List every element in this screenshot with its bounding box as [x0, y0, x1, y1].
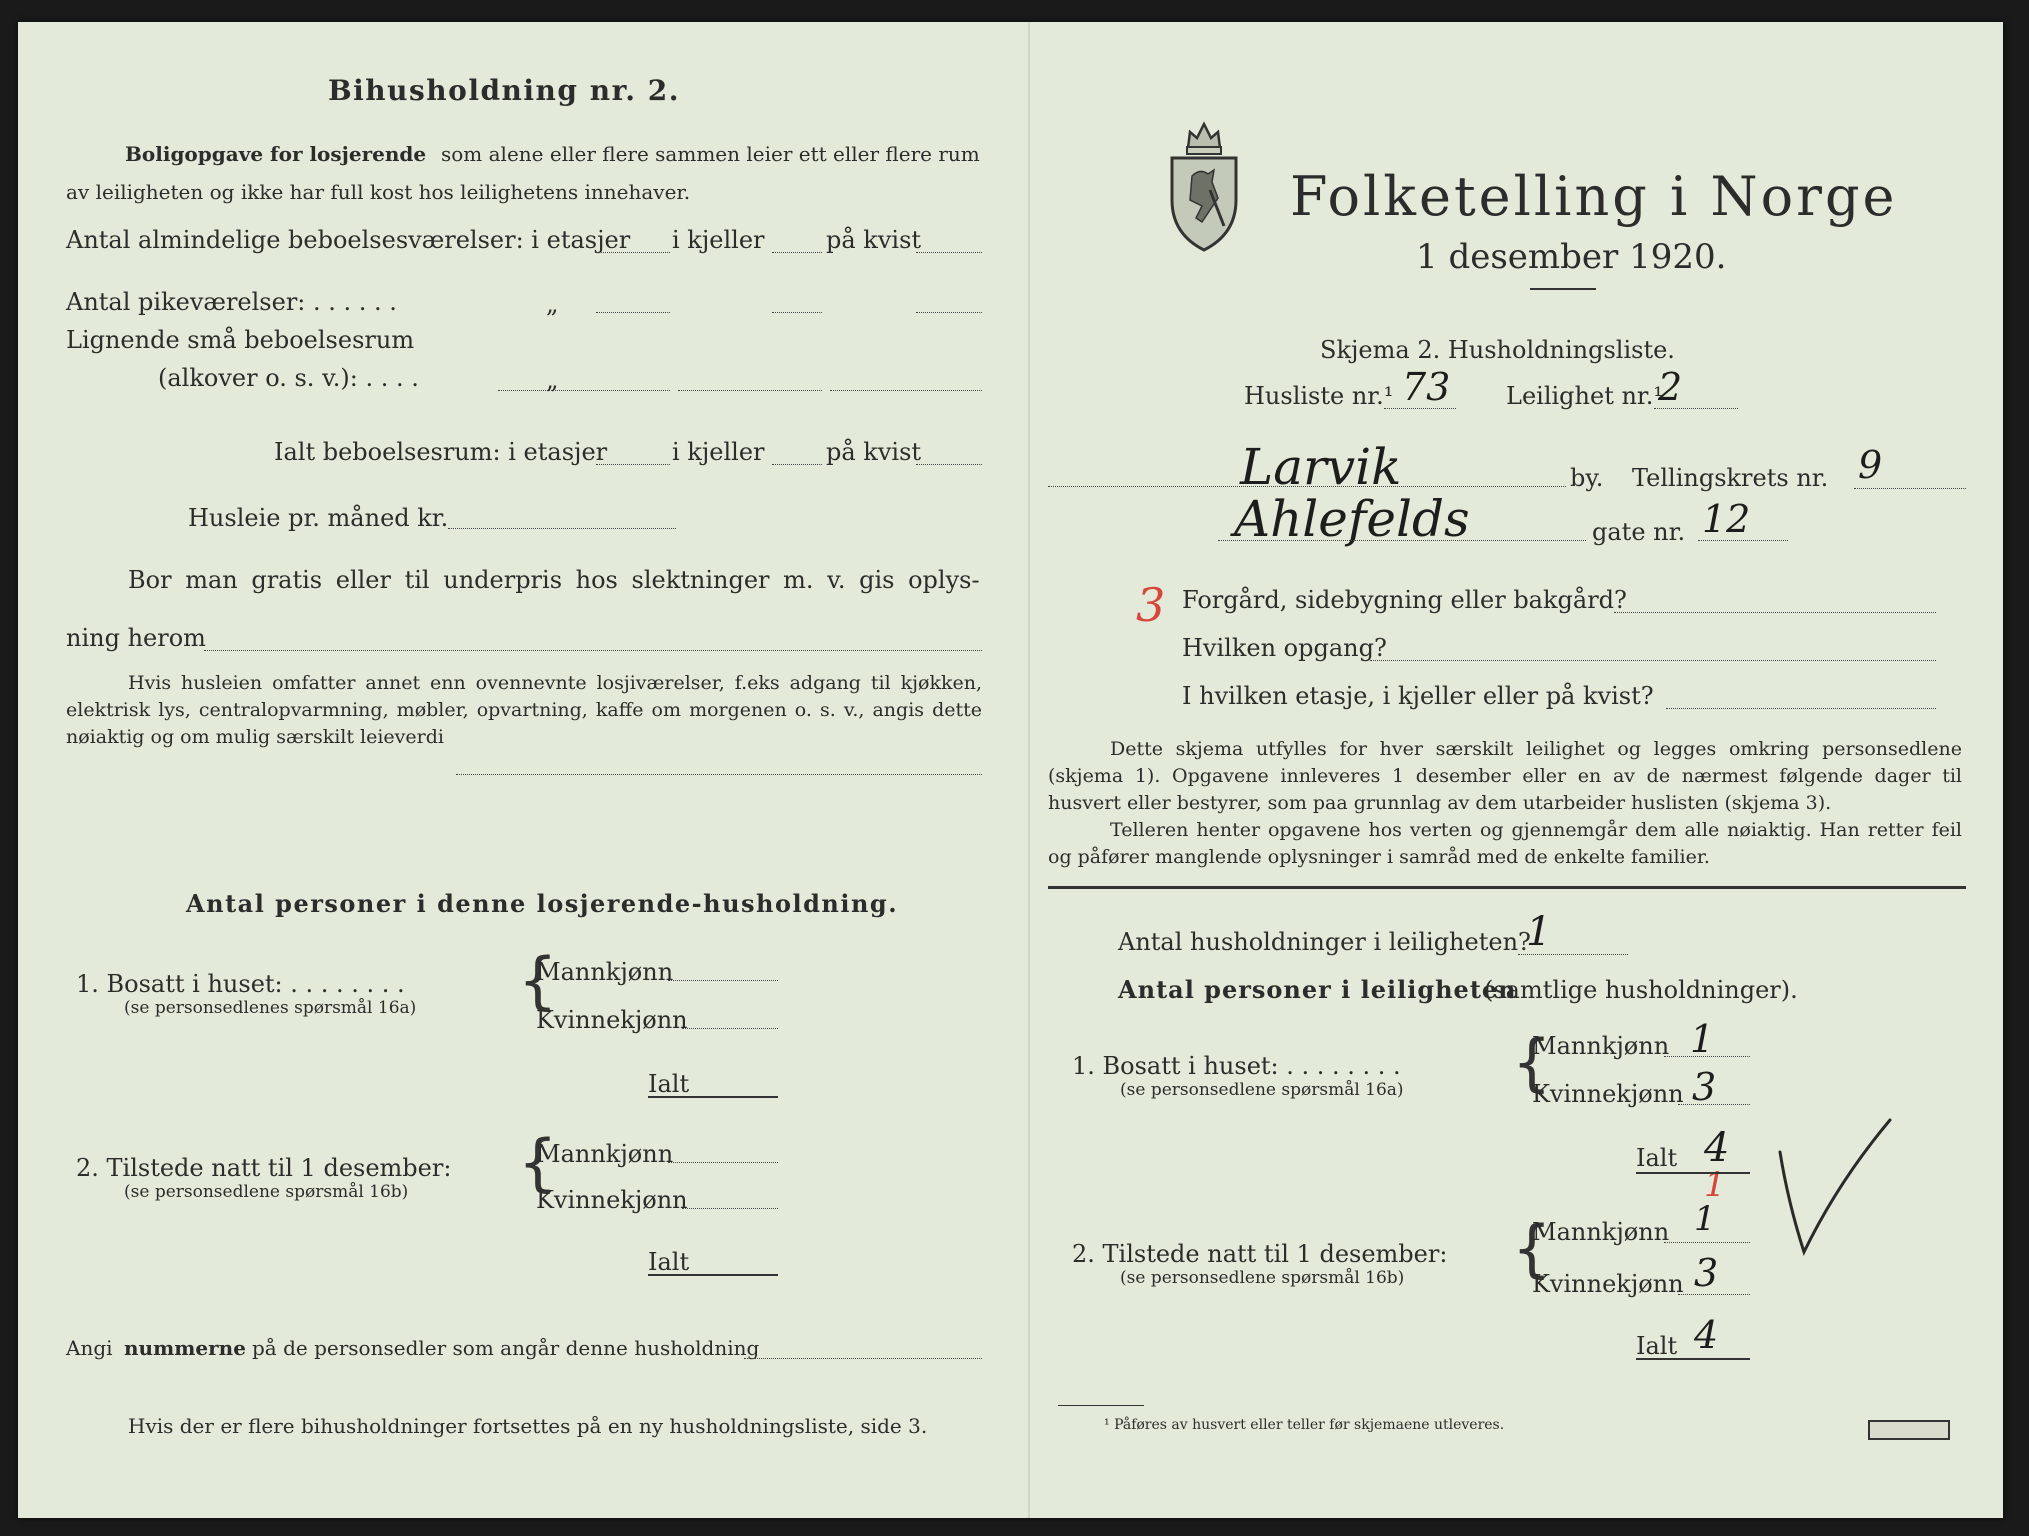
angi-rest: på de personsedler som angår denne husholdning — [252, 1336, 760, 1360]
right-q2-ialt-line — [1636, 1358, 1750, 1360]
kjeller-label: i kjeller — [672, 226, 765, 254]
census-date: 1 desember 1920. — [1416, 237, 1727, 277]
left-q2-kvinne-field — [682, 1208, 778, 1209]
instructions-para2: Telleren henter opgavene hos verten og gjennemgår dem alle nøiaktig. Han retter feil og påfører manglende oplysninger i samråd med de enkelte familier. — [1048, 819, 1962, 868]
right-q1-ialt-red-value: 1 — [1704, 1165, 1726, 1205]
gate-field — [1218, 540, 1586, 541]
angi-bold: nummerne — [124, 1336, 246, 1360]
mann-label: Mannkjønn — [536, 958, 674, 986]
ialt-rum-label: Ialt beboelsesrum: i etasjer — [274, 438, 608, 466]
left-q1-mann-field — [668, 980, 778, 981]
gate-label: gate nr. — [1592, 518, 1686, 546]
left-q1-sub: (se personsedlenes spørsmål 16a) — [124, 998, 417, 1018]
right-q1-label: 1. Bosatt i huset: . . . . . . . . — [1072, 1052, 1401, 1080]
gate-nr-field — [1698, 540, 1788, 541]
kvist-label: på kvist — [826, 226, 922, 254]
left-q1-label: 1. Bosatt i huset: . . . . . . . . — [76, 970, 405, 998]
section-rule — [1048, 886, 1966, 889]
husleie-field — [448, 528, 676, 529]
left-q1-ialt-line — [648, 1096, 778, 1098]
alkover-label: (alkover o. s. v.): . . . . — [158, 364, 419, 392]
mann-label: Mannkjønn — [1532, 1032, 1670, 1060]
right-q1-mann-field — [1664, 1056, 1750, 1057]
norway-coat-of-arms-icon — [1166, 114, 1242, 254]
pike-etasjer-field — [596, 312, 670, 313]
kvinne-label: Kvinnekjønn — [1532, 1080, 1684, 1108]
kvinne-label: Kvinnekjønn — [536, 1186, 688, 1214]
left-q1-brace: { — [518, 944, 558, 1017]
skjema-label: Skjema 2. Husholdningsliste. — [1320, 336, 1675, 364]
left-q2-label: 2. Tilstede natt til 1 desember: — [76, 1154, 452, 1182]
footnote: ¹ Påføres av husvert eller teller før skjemaene utleveres. — [1104, 1417, 1505, 1433]
opgang-question: Hvilken opgang? — [1182, 634, 1387, 662]
right-title: Folketelling i Norge — [1290, 165, 1898, 228]
right-q1-ialt-value: 4 — [1704, 1125, 1730, 1171]
left-q2-sub: (se personsedlene spørsmål 16b) — [124, 1182, 409, 1202]
angi-field — [744, 1358, 982, 1359]
gate-value: Ahlefelds — [1234, 490, 1470, 548]
right-q2-mann-value: 1 — [1694, 1199, 1716, 1239]
alkover-etasjer-field — [498, 390, 670, 391]
left-q2-ialt-line — [648, 1274, 778, 1276]
antal-hush-field — [1518, 954, 1628, 955]
etasje-field — [1666, 708, 1936, 709]
gratis-line1: Bor man gratis eller til underpris hos slektninger m. v. gis oplys- — [128, 566, 980, 594]
kvist-label: på kvist — [826, 438, 922, 466]
pike-kvist-field — [916, 312, 982, 313]
instructions-para1: Dette skjema utfylles for hver særskilt leilighet og legges omkring personsedlene (skjema 1). Opgavene innleveres 1 desember eller en av de nærmest følgende dager til husvert eller bestyrer, som paa grunnlag av dem utarbeider huslisten (skjema 3). — [1048, 738, 1962, 814]
kjeller-field — [772, 252, 822, 253]
krets-field — [1854, 488, 1966, 489]
right-q2-brace: { — [1512, 1212, 1552, 1285]
right-q1-kvinne-field — [1678, 1104, 1750, 1105]
krets-value: 9 — [1858, 443, 1883, 487]
right-q2-kvinne-value: 3 — [1694, 1251, 1719, 1295]
by-value: Larvik — [1240, 438, 1402, 496]
printer-stamp — [1868, 1420, 1950, 1440]
ialt-label: Ialt — [1636, 1144, 1678, 1172]
ialt-kjeller-field — [772, 464, 822, 465]
opgang-field — [1370, 660, 1936, 661]
left-title: Bihusholdning nr. 2. — [328, 74, 680, 107]
center-fold — [1028, 22, 1030, 1518]
intro-line2: av leiligheten og ikke har full kost hos leilighetens innehaver. — [66, 180, 691, 204]
husliste-field — [1384, 408, 1456, 409]
left-q2-mann-field — [668, 1162, 778, 1163]
mann-label: Mannkjønn — [536, 1140, 674, 1168]
left-q1-kvinne-field — [682, 1028, 778, 1029]
etasje-question: I hvilken etasje, i kjeller eller på kvist? — [1182, 682, 1654, 710]
antal-hush-value: 1 — [1526, 909, 1552, 955]
leilighet-field — [1654, 408, 1738, 409]
census-form-sheet — [18, 22, 2003, 1518]
gratis-field — [204, 650, 982, 651]
etasjer-field — [596, 252, 670, 253]
right-q1-ialt-line — [1636, 1172, 1750, 1174]
forgaard-question: Forgård, sidebygning eller bakgård? — [1182, 586, 1627, 614]
gate-nr-value: 12 — [1702, 497, 1751, 541]
husleie-label: Husleie pr. måned kr. — [188, 504, 449, 532]
leieverdi-field — [456, 774, 982, 775]
husliste-label: Husliste nr.¹ — [1244, 382, 1394, 410]
kvinne-label: Kvinnekjønn — [536, 1006, 688, 1034]
gratis-line2: ning herom — [66, 624, 206, 652]
leilighet-label: Leilighet nr.¹ — [1506, 382, 1664, 410]
antal-pers-rest: (samtlige husholdninger). — [1484, 976, 1798, 1004]
right-q2-kvinne-field — [1678, 1294, 1750, 1295]
title-rule — [1530, 288, 1596, 290]
husliste-value: 73 — [1402, 365, 1451, 409]
mann-label: Mannkjønn — [1532, 1218, 1670, 1246]
ialt-label: Ialt — [648, 1070, 690, 1098]
left-note: Hvis husleien omfatter annet enn ovennevnte losjiværelser, f.eks adgang til kjøkken, elektrisk lys, centralopvarmning, møbler, opvartning, kaffe om morgenen o. s. v., angis dette nøiaktig og om mulig særskilt leieverdi — [66, 672, 982, 748]
kvinne-label: Kvinnekjønn — [1532, 1270, 1684, 1298]
by-label: by. — [1570, 464, 1604, 492]
intro-bold: Boligopgave for losjerende — [125, 142, 427, 166]
alkover-kvist-field — [830, 390, 982, 391]
angi-pre: Angi — [66, 1336, 113, 1360]
ditto-mark: „ — [546, 366, 559, 394]
pike-label: Antal pikeværelser: . . . . . . — [66, 288, 397, 316]
alkover-kjeller-field — [678, 390, 822, 391]
pike-kjeller-field — [772, 312, 822, 313]
antal-hush-label: Antal husholdninger i leiligheten? — [1118, 928, 1531, 956]
right-q1-sub: (se personsedlene spørsmål 16a) — [1120, 1080, 1404, 1100]
right-q2-label: 2. Tilstede natt til 1 desember: — [1072, 1240, 1448, 1268]
intro-rest: som alene eller flere sammen leier ett eller flere rum — [441, 142, 980, 166]
antal-pers-bold: Antal personer i leiligheten — [1118, 975, 1517, 1004]
leilighet-value: 2 — [1658, 365, 1683, 409]
lignende-label: Lignende små beboelsesrum — [66, 326, 415, 354]
kvist-field — [916, 252, 982, 253]
right-q2-sub: (se personsedlene spørsmål 16b) — [1120, 1268, 1405, 1288]
left-footer: Hvis der er flere bihusholdninger fortsettes på en ny husholdningsliste, side 3. — [128, 1414, 928, 1438]
left-q2-brace: { — [518, 1126, 558, 1199]
footnote-rule — [1058, 1405, 1144, 1406]
ialt-label: Ialt — [648, 1248, 690, 1276]
right-q2-mann-field — [1664, 1242, 1750, 1243]
left-persons-heading: Antal personer i denne losjerende-husholdning. — [186, 889, 899, 918]
kjeller-label: i kjeller — [672, 438, 765, 466]
by-field — [1048, 486, 1566, 487]
forgaard-field — [1614, 612, 1936, 613]
krets-label: Tellingskrets nr. — [1632, 464, 1829, 492]
ialt-label: Ialt — [1636, 1332, 1678, 1360]
red-pencil-mark: 3 — [1136, 578, 1166, 632]
right-q2-ialt-value: 4 — [1694, 1313, 1719, 1357]
check-mark-icon — [1778, 1112, 1898, 1262]
rooms-label: Antal almindelige beboelsesværelser: i etasjer — [66, 226, 631, 254]
right-q1-brace: { — [1512, 1026, 1552, 1099]
ialt-etasjer-field — [596, 464, 670, 465]
right-q1-kvinne-value: 3 — [1692, 1065, 1717, 1109]
ialt-kvist-field — [916, 464, 982, 465]
ditto-mark: „ — [546, 290, 559, 318]
right-q1-mann-value: 1 — [1690, 1017, 1715, 1061]
